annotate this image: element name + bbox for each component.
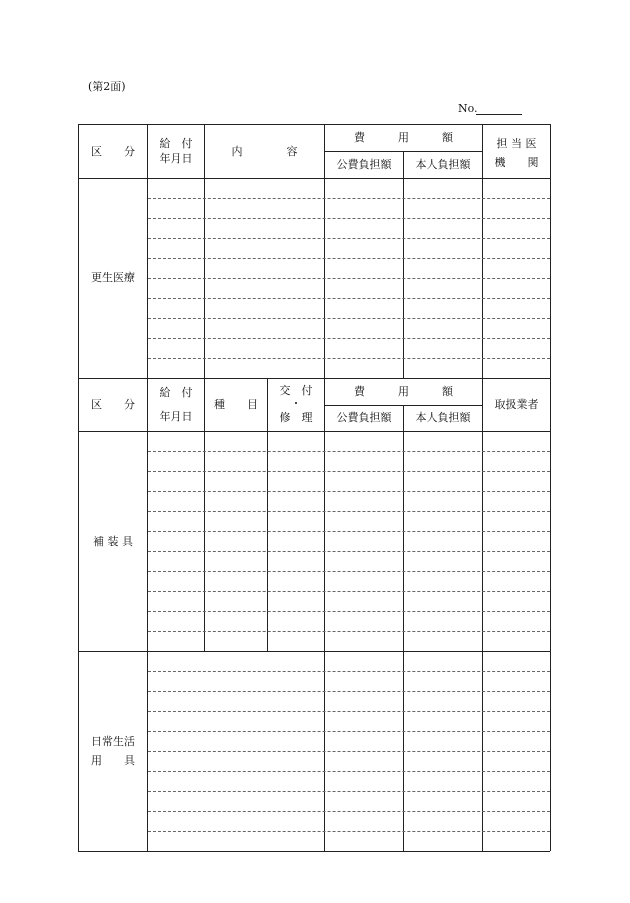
s3-category-value-bottom: 用 具 (91, 754, 135, 767)
s1-self-header: 本人負担額 (415, 158, 471, 171)
s2-row-line (148, 631, 550, 632)
s2-date-header-bottom: 年月日 (159, 410, 193, 423)
category-column-line (147, 124, 148, 851)
s1-row-line (148, 218, 550, 219)
s1-row-line (148, 258, 550, 259)
table-left-border (78, 124, 79, 851)
s2-handler-header: 取扱業者 (494, 398, 539, 411)
page-label: (第2面) (88, 80, 126, 93)
s1-row-line (148, 198, 550, 199)
number-underline (476, 114, 522, 115)
s3-row-line (148, 751, 550, 752)
s2-row-line (148, 511, 550, 512)
s1-cost-header: 費 用 額 (354, 131, 453, 144)
s2-public-header: 公費負担額 (336, 411, 392, 424)
s2-type-header: 種 目 (214, 398, 258, 411)
s1-row-line (148, 358, 550, 359)
s3-row-line (148, 711, 550, 712)
s1-institution-header-bottom: 機 関 (494, 156, 539, 169)
s3-category-value-top: 日常生活 (91, 735, 135, 748)
s1-row-line (148, 318, 550, 319)
cost-column-right-line (482, 124, 483, 851)
s2-bottom-line (78, 651, 550, 652)
s2-date-header-top: 給 付 (159, 386, 193, 399)
s2-row-line (148, 571, 550, 572)
s1-content-header: 内 容 (231, 145, 298, 158)
s1-bottom-line (78, 378, 550, 379)
s3-row-line (148, 771, 550, 772)
s2-row-line (148, 531, 550, 532)
s2-category-value: 補 装 具 (93, 535, 133, 548)
s1-date-header-top: 給 付 (159, 137, 193, 150)
s1-category-value: 更生医療 (91, 271, 135, 284)
s2-issue-header-bottom: 修 理 (279, 411, 313, 424)
number-label: No. (458, 102, 478, 115)
s3-row-line (148, 791, 550, 792)
s2-self-header: 本人負担額 (415, 411, 471, 424)
s2-issue-header-mid: ・ (290, 397, 302, 410)
s2-category-header: 区 分 (91, 398, 135, 411)
s1-date-header-bottom: 年月日 (159, 152, 193, 165)
table-right-border (550, 124, 551, 851)
s2-cost-header: 費 用 額 (354, 385, 453, 398)
table-top-border (78, 124, 550, 125)
table-bottom-border (78, 851, 550, 852)
s1-public-header: 公費負担額 (336, 158, 392, 171)
s2-row-line (148, 491, 550, 492)
s2-issue-header-top: 交 付 (279, 384, 313, 397)
s1-row-line (148, 238, 550, 239)
s3-row-line (148, 831, 550, 832)
s1-row-line (148, 278, 550, 279)
s2-row-line (148, 551, 550, 552)
s2-header-bottom-line (78, 431, 550, 432)
cost-column-mid-line (403, 151, 404, 378)
s3-row-line (148, 671, 550, 672)
s2-row-line (148, 471, 550, 472)
s3-row-line (148, 811, 550, 812)
s2-row-line (148, 451, 550, 452)
s3-row-line (148, 691, 550, 692)
cost-column-left-line (324, 124, 325, 851)
s1-row-line (148, 298, 550, 299)
s2-row-line (148, 591, 550, 592)
s1-row-line (148, 338, 550, 339)
s3-row-line (148, 731, 550, 732)
s1-header-bottom-line (78, 178, 550, 179)
s1-institution-header-top: 担 当 医 (496, 137, 537, 150)
s2-row-line (148, 611, 550, 612)
s1-category-header: 区 分 (91, 145, 135, 158)
